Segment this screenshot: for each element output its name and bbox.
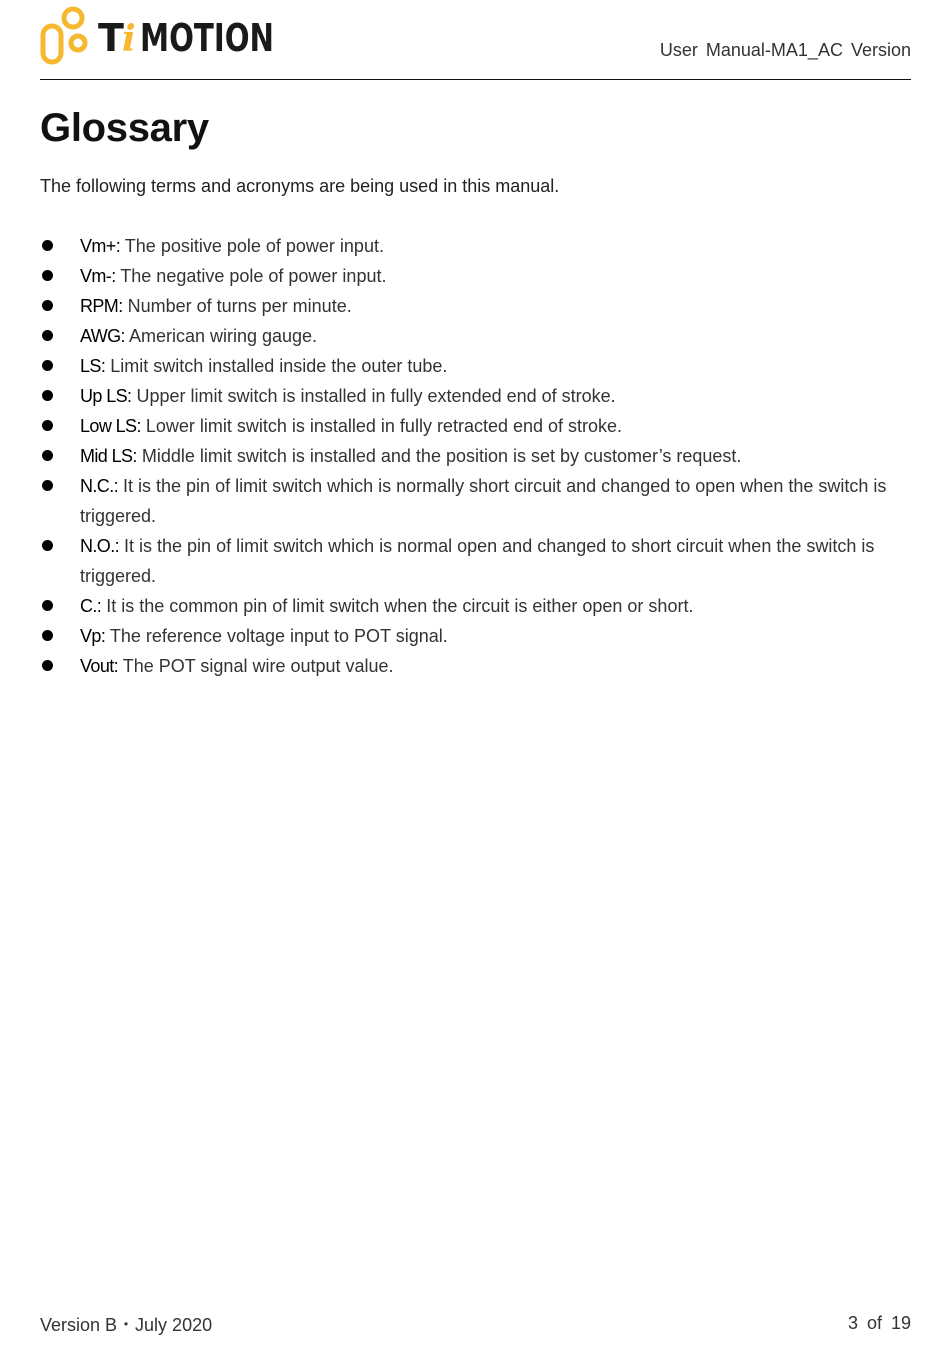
glossary-definition: Upper limit switch is installed in fully extended end of stroke. — [131, 386, 616, 406]
svg-text:i: i — [122, 18, 136, 60]
bullet-icon — [42, 660, 53, 671]
glossary-term: N.O.: — [80, 536, 120, 556]
bullet-icon — [42, 240, 53, 251]
page-title: Glossary — [40, 106, 209, 150]
glossary-definition: The positive pole of power input. — [120, 236, 384, 256]
glossary-term: Vm+: — [80, 236, 121, 256]
glossary-definition: Middle limit switch is installed and the position is set by customer’s request. — [136, 446, 742, 466]
timotion-logo — [40, 3, 280, 67]
glossary-term: AWG: — [80, 326, 125, 346]
glossary-item — [40, 441, 911, 471]
glossary-definition: Number of turns per minute. — [122, 296, 352, 316]
glossary-term: RPM: — [80, 296, 123, 316]
glossary-item — [40, 291, 911, 321]
glossary-term: LS: — [80, 356, 106, 376]
glossary-item — [40, 531, 911, 591]
glossary-term: Up LS: — [80, 386, 132, 406]
glossary-definition: It is the pin of limit switch which is normal open and changed to short circuit when the switch is triggered. — [80, 536, 875, 586]
glossary-term: C.: — [80, 596, 102, 616]
glossary-item — [40, 381, 911, 411]
bullet-icon — [42, 540, 53, 551]
glossary-definition: The reference voltage input to POT signal. — [105, 626, 448, 646]
glossary-item — [40, 411, 911, 441]
glossary-item — [40, 351, 911, 381]
glossary-item — [40, 651, 911, 681]
glossary-definition: It is the pin of limit switch which is normally short circuit and changed to open when the switch is triggered. — [80, 476, 887, 526]
svg-text:MOTION: MOTION — [140, 16, 274, 60]
svg-text:T: T — [98, 16, 124, 60]
glossary-item — [40, 471, 911, 531]
glossary-definition: It is the common pin of limit switch when the circuit is either open or short. — [101, 596, 694, 616]
glossary-item — [40, 321, 911, 351]
bullet-icon — [42, 480, 53, 491]
glossary-definition: American wiring gauge. — [124, 326, 318, 346]
page-header — [40, 0, 911, 80]
glossary-definition: Limit switch installed inside the outer tube. — [105, 356, 448, 376]
glossary-term: Vm-: — [80, 266, 116, 286]
bullet-icon — [42, 600, 53, 611]
glossary-definition: Lower limit switch is installed in fully retracted end of stroke. — [140, 416, 623, 436]
glossary-definition: The POT signal wire output value. — [118, 656, 394, 676]
bullet-icon — [42, 390, 53, 401]
glossary-item — [40, 621, 911, 651]
glossary-term: Mid LS: — [80, 446, 137, 466]
glossary-term: Low LS: — [80, 416, 141, 436]
bullet-icon — [42, 270, 53, 281]
glossary-term: N.C.: — [80, 476, 119, 496]
glossary-definition: The negative pole of power input. — [115, 266, 387, 286]
glossary-term: Vout: — [80, 656, 119, 676]
footer-version: Version B・July 2020 — [40, 1315, 213, 1335]
page-number: 3 of 19 — [847, 1313, 911, 1333]
glossary-item — [40, 261, 911, 291]
bullet-icon — [42, 630, 53, 641]
bullet-icon — [42, 330, 53, 341]
glossary-list — [40, 231, 911, 681]
bullet-icon — [42, 300, 53, 311]
glossary-item — [40, 591, 911, 621]
bullet-icon — [42, 450, 53, 461]
intro-text: The following terms and acronyms are being used in this manual. — [40, 176, 560, 196]
document-title: User Manual-MA1_AC Version — [659, 40, 911, 60]
bullet-icon — [42, 420, 53, 431]
bullet-icon — [42, 360, 53, 371]
glossary-item — [40, 231, 911, 261]
glossary-term: Vp: — [80, 626, 106, 646]
